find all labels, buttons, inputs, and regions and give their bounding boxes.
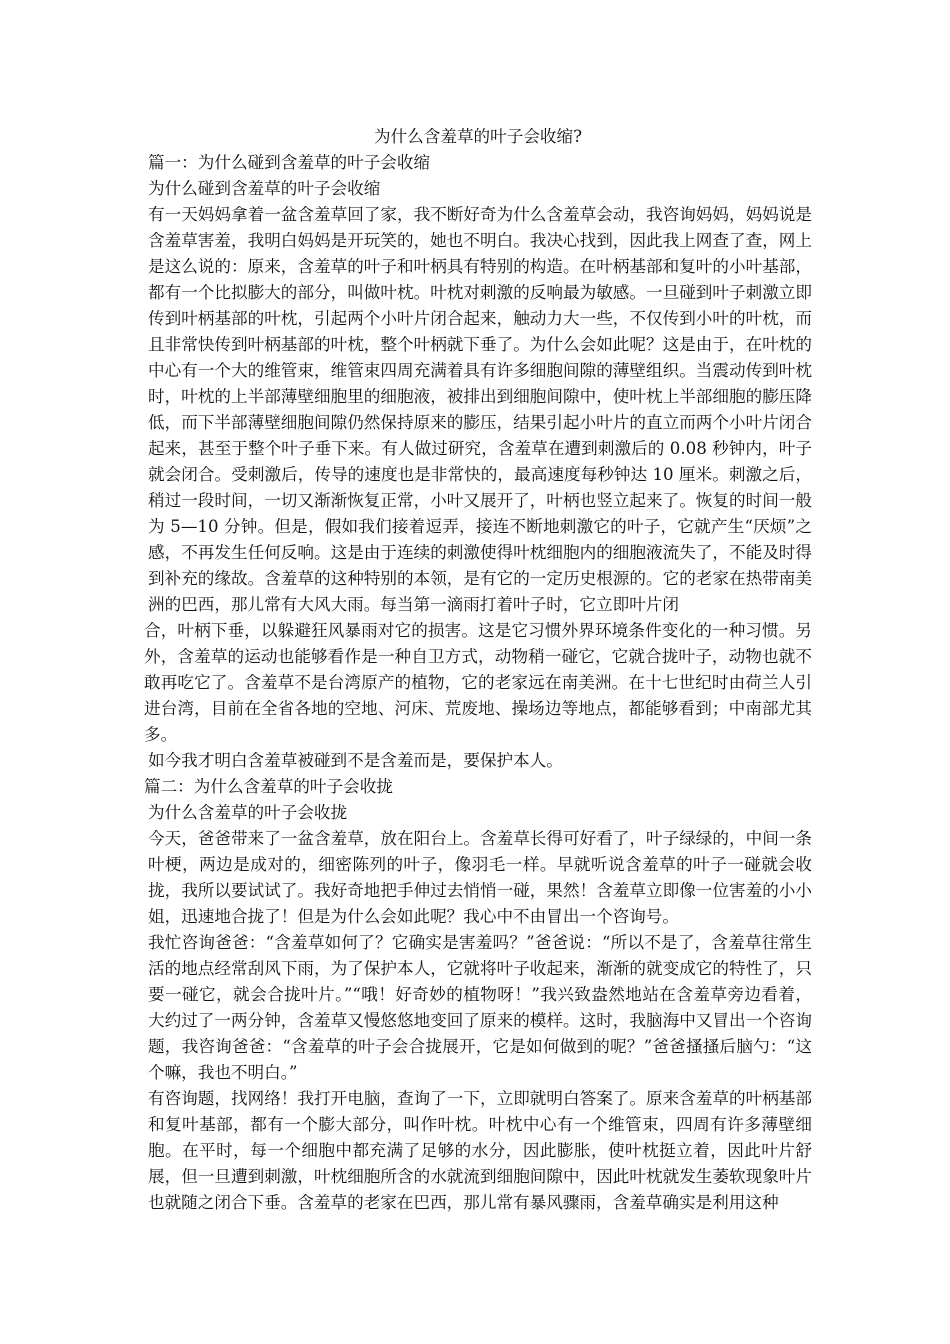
part1-subheading: 为什么碰到含羞草的叶子会收缩: [148, 179, 381, 198]
part2-paragraph-2: 我忙咨询爸爸：“含羞草如何了？它确实是害羞吗？”爸爸说：“所以不是了，含羞草往常生活的地点经常刮风下雨，为了保护本人，它就将叶子收起来，渐渐的就变成它的特性了，只要一碰它，就会合拢叶片。”“哦！好奇妙的植物呀！”我兴致盎然地站在含羞草旁边看着，大约过了一两分钟，含羞草又慢悠悠地变回了原来的模样。这时，我脑海中又冒出一个咨询题，我咨询爸爸：“含羞草的叶子会合拢展开，它是如何做到的呢？”爸爸搔搔后脑勺：“这个嘛，我也不明白。”: [148, 933, 812, 1082]
part2-paragraph-3: 有咨询题，找网络！我打开电脑，查询了一下，立即就明白答案了。原来含羞草的叶柄基部和复叶基部，都有一个膨大部分，叫作叶枕。叶枕中心有一个维管束，四周有许多薄壁细胞。在平时，每一个细胞中都充满了足够的水分，因此膨胀，使叶枕挺立着，因此叶片舒展，但一旦遭到刺激，叶枕细胞所含的水就流到细胞间隙中，因此叶枕就发生萎软现象叶片也就随之闭合下垂。含羞草的老家在巴西，那儿常有暴风骤雨，含羞草确实是利用这种: [148, 1089, 812, 1212]
part1-paragraph-2: 合，叶柄下垂，以躲避狂风暴雨对它的损害。这是它习惯外界环境条件变化的一种习惯。另外，含羞草的运动也能够看作是一种自卫方式，动物稍一碰它，它就合拢叶子，动物也就不敢再吃它了。含羞草不是台湾原产的植物，它的老家远在南美洲。在十七世纪时由荷兰人引进台湾，目前在全省各地的空地、河床、荒废地、操场边等地点，都能够看到；中南部尤其多。: [144, 621, 812, 744]
part1-paragraph-1: 有一天妈妈拿着一盆含羞草回了家，我不断好奇为什么含羞草会动，我咨询妈妈，妈妈说是含羞草害羞，我明白妈妈是开玩笑的，她也不明白。我决心找到，因此我上网查了查，网上是这么说的：原来，含羞草的叶子和叶柄具有特别的构造。在叶柄基部和复叶的小叶基部，都有一个比拟膨大的部分，叫做叶枕。叶枕对刺激的反响最为敏感。一旦碰到叶子刺激立即传到叶柄基部的叶枕，引起两个小叶片闭合起来，触动力大一些，不仅传到小叶的叶枕，而且非常快传到叶柄基部的叶枕，整个叶柄就下垂了。为什么会如此呢？这是由于，在叶枕的中心有一个大的维管束，维管束四周充满着具有许多细胞间隙的薄壁组织。当震动传到叶枕时，叶枕的上半部薄壁细胞里的细胞液，被排出到细胞间隙中，使叶枕上半部细胞的膨压降低，而下半部薄壁细胞间隙仍然保持原来的膨压，结果引起小叶片的直立而两个小叶片闭合起来，甚至于整个叶子垂下来。有人做过研究，含羞草在遭到刺激后的 0.08 秒钟内，叶子就会闭合。受刺激后，传导的速度也是非常快的，最高速度每秒钟达 10 厘米。刺激之后，稍过一段时间，一切又渐渐恢复正常，小叶又展开了，叶柄也竖立起来了。恢复的时间一般为 5—10 分钟。但是，假如我们接着逗弄，接连不断地刺激它的叶子，它就产生“厌烦”之感，不再发生任何反响。这是由于连续的刺激使得叶枕细胞内的细胞液流失了，不能及时得到补充的缘故。含羞草的这种特别的本领，是有它的一定历史根源的。它的老家在热带南美洲的巴西，那儿常有大风大雨。每当第一滴雨打着叶子时，它立即叶片闭: [148, 205, 812, 614]
part2-heading: 篇二：为什么含羞草的叶子会收拢: [144, 777, 393, 796]
part1-paragraph-3: 如今我才明白含羞草被碰到不是含羞而是，要保护本人。: [148, 751, 563, 770]
document-body: [144, 124, 812, 1216]
document-title: 为什么含羞草的叶子会收缩?: [373, 127, 583, 146]
part2-subheading: 为什么含羞草的叶子会收拢: [148, 803, 348, 822]
part2-paragraph-1: 今天，爸爸带来了一盆含羞草，放在阳台上。含羞草长得可好看了，叶子绿绿的，中间一条叶梗，两边是成对的，细密陈列的叶子，像羽毛一样。早就听说含羞草的叶子一碰就会收拢，我所以要试试了。我好奇地把手伸过去悄悄一碰，果然！含羞草立即像一位害羞的小小姐，迅速地合拢了！但是为什么会如此呢？我心中不由冒出一个咨询号。: [148, 829, 812, 926]
part1-heading: 篇一：为什么碰到含羞草的叶子会收缩: [148, 153, 431, 172]
